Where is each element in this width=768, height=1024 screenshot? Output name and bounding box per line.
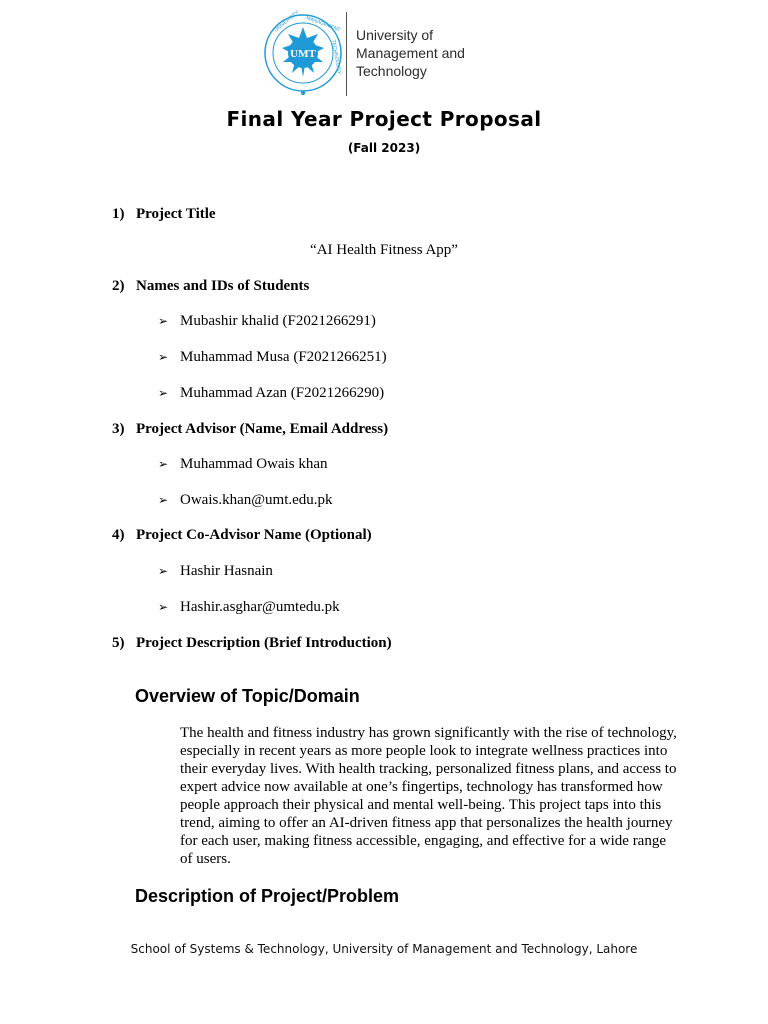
svg-text:UMT: UMT bbox=[290, 48, 316, 60]
list-item-co-advisor-name bbox=[158, 563, 273, 580]
arrow-bullet-icon: ➢ bbox=[158, 564, 169, 578]
section-project-title bbox=[112, 206, 216, 223]
umt-seal-icon bbox=[262, 10, 344, 96]
co-advisor-name: Hashir Hasnain bbox=[180, 563, 273, 579]
list-item-student bbox=[158, 349, 387, 366]
svg-text:TECHNOLOGY: TECHNOLOGY bbox=[330, 39, 343, 75]
list-item-advisor-email bbox=[158, 492, 333, 509]
section-heading: Names and IDs of Students bbox=[136, 278, 310, 294]
section-number: 4) bbox=[112, 527, 125, 543]
arrow-bullet-icon: ➢ bbox=[158, 457, 169, 471]
section-students bbox=[112, 278, 309, 295]
advisor-name: Muhammad Owais khan bbox=[180, 456, 328, 472]
arrow-bullet-icon: ➢ bbox=[158, 600, 169, 614]
section-number: 2) bbox=[112, 278, 125, 294]
document-subtitle: (Fall 2023) bbox=[347, 141, 421, 155]
co-advisor-email: Hashir.asghar@umtedu.pk bbox=[180, 599, 340, 615]
section-number: 1) bbox=[112, 206, 125, 222]
advisor-email: Owais.khan@umt.edu.pk bbox=[180, 492, 333, 508]
student-name: Mubashir khalid (F2021266291) bbox=[180, 313, 376, 329]
arrow-bullet-icon: ➢ bbox=[158, 386, 169, 400]
section-number: 5) bbox=[112, 635, 125, 651]
svg-text:MANAGEMENT: MANAGEMENT bbox=[305, 15, 342, 34]
svg-text:UNIVERSITY: UNIVERSITY bbox=[273, 10, 301, 34]
list-item-student bbox=[158, 385, 384, 402]
arrow-bullet-icon: ➢ bbox=[158, 314, 169, 328]
student-name: Muhammad Azan (F2021266290) bbox=[180, 385, 385, 401]
section-number: 3) bbox=[112, 421, 125, 437]
arrow-bullet-icon: ➢ bbox=[158, 493, 169, 507]
section-heading: Project Description (Brief Introduction) bbox=[136, 635, 392, 651]
logo-line-3: Technology bbox=[356, 63, 427, 79]
logo-line-1: University of bbox=[356, 27, 434, 43]
section-heading: Project Advisor (Name, Email Address) bbox=[136, 421, 389, 437]
section-description bbox=[112, 635, 392, 652]
section-co-advisor bbox=[112, 527, 372, 544]
student-name: Muhammad Musa (F2021266251) bbox=[180, 349, 387, 365]
list-item-advisor-name bbox=[158, 456, 327, 473]
section-heading: Project Co-Advisor Name (Optional) bbox=[136, 527, 372, 543]
section-heading: Project Title bbox=[136, 206, 216, 222]
arrow-bullet-icon: ➢ bbox=[158, 350, 169, 364]
page-footer: School of Systems & Technology, University of Management and Technology, Lahore bbox=[130, 942, 638, 956]
list-item-student bbox=[158, 313, 376, 330]
umt-logo bbox=[262, 10, 472, 98]
document-title: Final Year Project Proposal bbox=[226, 107, 542, 131]
project-title-value: “AI Health Fitness App” bbox=[310, 242, 458, 258]
logo-wordmark bbox=[356, 26, 465, 80]
overview-heading: Overview of Topic/Domain bbox=[135, 686, 360, 706]
logo-line-2: Management and bbox=[356, 45, 465, 61]
overview-paragraph: The health and fitness industry has grown significantly with the rise of technology, especially in recent years as more people look to integrate wellness practices into their everyday lives. With health tracking, personalized fitness plans, and access to expert advice now available at one’s fingertips, technology has transformed how people approach their physical and mental well-being. This project taps into this trend, aiming to offer an AI-driven fitness app that personalizes the health journey for each user, making fitness accessible, engaging, and effective for a wide range of users. bbox=[180, 725, 677, 867]
problem-heading: Description of Project/Problem bbox=[135, 886, 400, 906]
logo-divider bbox=[346, 12, 347, 96]
section-advisor bbox=[112, 421, 388, 438]
list-item-co-advisor-email bbox=[158, 599, 340, 616]
